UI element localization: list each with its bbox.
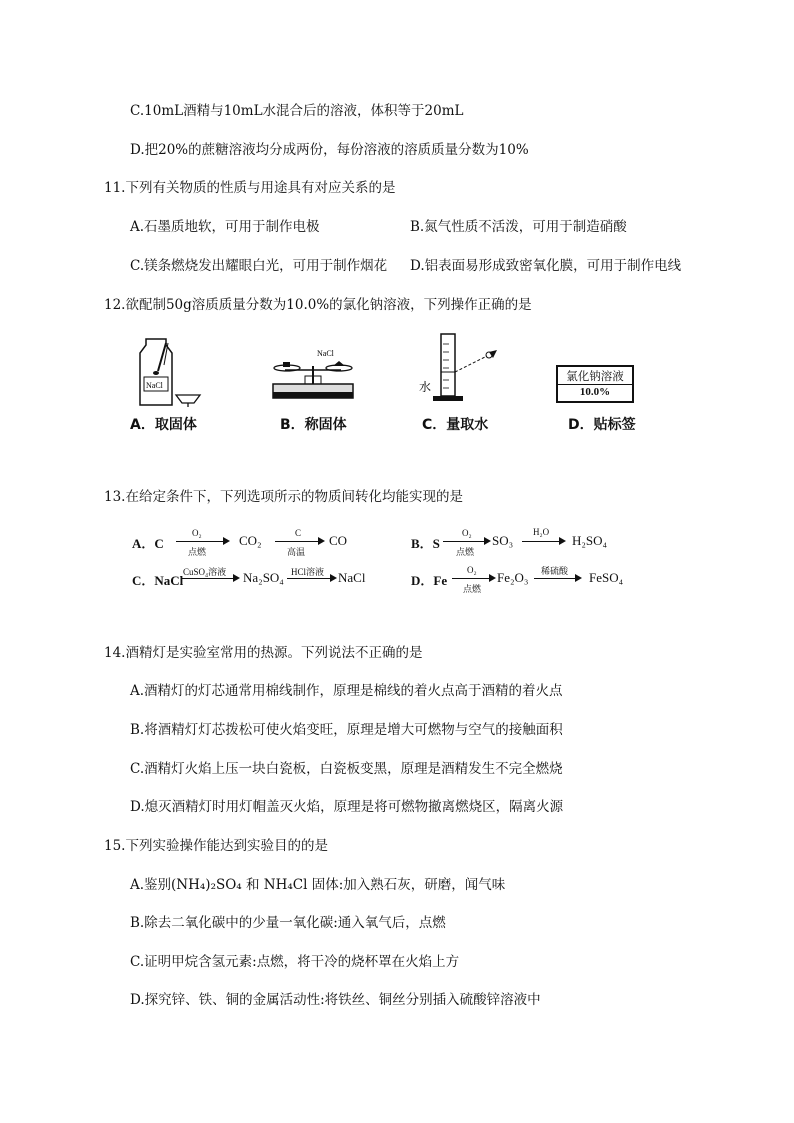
q15-option-a: A.鉴别(NH₄)₂SO₄ 和 NH₄Cl 固体:加入熟石灰，研磨，闻气味: [130, 877, 506, 893]
q13-a-cond1-bottom: 点燃: [188, 547, 207, 557]
q11-stem: 11.下列有关物质的性质与用途具有对应关系的是: [104, 180, 396, 196]
q15-stem: 15.下列实验操作能达到实验目的的是: [104, 838, 328, 854]
q13-b-arrow2: [522, 541, 564, 542]
q13-d-start: D．Fe: [411, 573, 448, 588]
q12-caption-d: D．贴标签: [568, 417, 636, 433]
balance-label-text: NaCl: [317, 349, 334, 358]
q12-caption-b: B．称固体: [280, 417, 347, 433]
reagent-bottle-figure: [128, 335, 208, 410]
q13-b-mid: SO₃: [492, 533, 514, 548]
q13-a-cond2-bottom: 高温: [287, 547, 306, 557]
q13-b-cond1-bottom: 点燃: [456, 547, 475, 557]
q13-a-arrow2: [275, 541, 323, 542]
q12-caption-a: A．取固体: [130, 417, 197, 433]
q14-option-c: C.酒精灯火焰上压一块白瓷板，白瓷板变黑，原理是酒精发生不完全燃烧: [130, 761, 563, 777]
q15-option-c: C.证明甲烷含氢元素:点燃，将干冷的烧杯罩在火焰上方: [130, 954, 460, 970]
q11-option-d: D.铝表面易形成致密氧化膜，可用于制作电线: [410, 258, 682, 274]
tag-value: 10.0%: [579, 386, 611, 398]
q11-option-a: A.石墨质地软，可用于制作电极: [130, 219, 320, 235]
q11-option-b: B.氮气性质不活泼，可用于制造硝酸: [410, 219, 627, 235]
q14-option-a: A.酒精灯的灯芯通常用棉线制作，原理是棉线的着火点高于酒精的着火点: [130, 683, 563, 699]
water-label-text: 水: [419, 380, 432, 394]
q13-d-end: FeSO₄: [589, 570, 624, 585]
q15-option-b: B.除去二氧化碳中的少量一氧化碳:通入氧气后，点燃: [130, 915, 446, 931]
q13-b-cond2-top: H₂O: [533, 527, 550, 537]
q13-d-arrow1: [452, 578, 494, 579]
q13-c-cond1-top: CuSO₄溶液: [183, 567, 227, 577]
q12-caption-c: C．量取水: [422, 417, 489, 433]
q13-d-cond2-top: 稀硫酸: [541, 566, 569, 576]
q10-option-d: D.把20%的蔗糖溶液均分成两份，每份溶液的溶质质量分数为10%: [130, 142, 529, 158]
q13-stem: 13.在给定条件下，下列选项所示的物质间转化均能实现的是: [104, 489, 463, 505]
q13-c-mid: Na₂SO₄: [243, 570, 284, 585]
solution-tag: [556, 365, 634, 403]
q13-a-cond1-top: O₂: [192, 528, 202, 538]
q13-a-arrow1: [176, 541, 228, 542]
q13-d-arrow2: [534, 578, 580, 579]
q13-d-mid: Fe₂O₃: [497, 570, 529, 585]
q13-b-start: B．S: [411, 536, 440, 551]
q13-b-arrow1: [443, 541, 489, 542]
q13-a-mid: CO₂: [239, 533, 262, 548]
q13-a-cond2-top: C: [295, 528, 302, 538]
q14-option-b: B.将酒精灯灯芯拨松可使火焰变旺，原理是增大可燃物与空气的接触面积: [130, 722, 563, 738]
balance-figure: [265, 340, 360, 410]
q12-stem: 12.欲配制50g溶质质量分数为10.0%的氯化钠溶液，下列操作正确的是: [104, 297, 532, 313]
q13-b-end: H₂SO₄: [572, 533, 608, 548]
tag-divider: [558, 384, 632, 385]
bottle-label-text: NaCl: [146, 381, 163, 390]
q13-a-start: A．C: [132, 536, 164, 551]
q14-option-d: D.熄灭酒精灯时用灯帽盖灭火焰，原理是将可燃物撤离燃烧区，隔离火源: [130, 799, 564, 815]
q13-b-cond1-top: O₂: [462, 528, 472, 538]
q10-option-c: C.10mL酒精与10mL水混合后的溶液，体积等于20mL: [130, 103, 464, 119]
q13-c-start: C．NaCl: [132, 573, 184, 588]
tag-title: 氯化钠溶液: [566, 369, 624, 383]
q13-d-cond1-top: O₂: [467, 565, 477, 575]
q13-a-end: CO: [329, 533, 348, 548]
q13-c-cond2-top: HCl溶液: [291, 567, 325, 577]
q14-stem: 14.酒精灯是实验室常用的热源。下列说法不正确的是: [104, 645, 423, 661]
q15-option-d: D.探究锌、铁、铜的金属活动性:将铁丝、铜丝分别插入硫酸锌溶液中: [130, 992, 541, 1008]
q13-c-arrow1: [182, 578, 238, 579]
q11-option-c: C.镁条燃烧发出耀眼白光，可用于制作烟花: [130, 258, 388, 274]
cylinder-figure: [415, 330, 505, 410]
q13-d-cond1-bottom: 点燃: [463, 584, 482, 594]
q13-c-end: NaCl: [338, 570, 366, 585]
q13-c-arrow2: [287, 578, 335, 579]
